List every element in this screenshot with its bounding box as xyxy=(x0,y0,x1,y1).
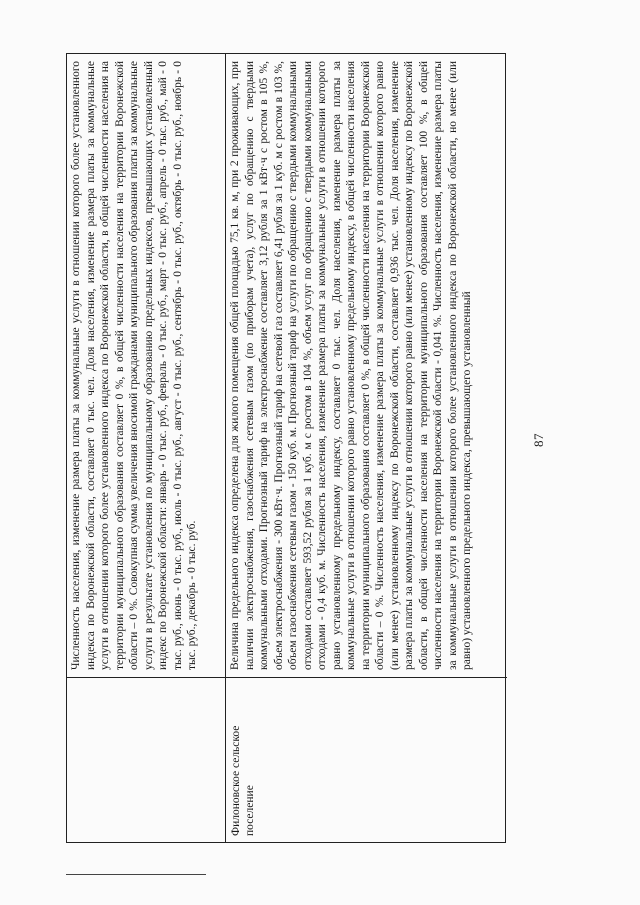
table-row xyxy=(67,54,226,842)
description-text: Величина предельного индекса определена для жилого помещения общей площадью 75,1 кв. м, при 2 проживающих, при наличии электроснабжения, газоснабжения сетевым газом (по приборам учета), услуг по обращению с твердыми коммунальными отходами. Прогнозный тариф на электроснабжение составляет 3,12 рубля за 1 кВт·ч с ростом в 105 %, объем электроснабжения - 300 кВт·ч. Прогнозный тариф на сетевой газ составляет 6,41 рубля за 1 куб. м с ростом в 103 %, объем газоснабжения сетевым газом - 150 куб. м. Прогнозный тариф на услуги по обращению с твердыми коммунальными отходами составляет 593,52 рубля за 1 куб. м с ростом в 104 %, объем услуг по обращению с твердыми коммунальными отходами - 0,4 куб. м. Численность населения, изменение размера платы за коммунальные услуги в отношении которого равно установленному предельному индексу, составляет 0 тыс. чел. Доля населения, изменение размера платы за коммунальные услуги в отношении которого равно установленному предельному индексу, в общей численности населения на территории муниципального образования составляет 0 %, в общей численности населения на территории Воронежской области – 0 %. Численность населения, изменение размера платы за коммунальные услуги в отношении которого равно (или менее) установленному индексу по Воронежской области, составляет 0,936 тыс. чел. Доля населения, изменение размера платы за коммунальные услуги в отношении которого равно (или менее) установленному индексу по Воронежской области, в общей численности населения на территории муниципального образования составляет 100 %, в общей численности населения на территории Воронежской области - 0,041 %. Численность населения, изменение размера платы за коммунальные услуги в отношении которого более установленного индекса по Воронежской области, но менее (или равно) установленного предельного индекса, превышающего установленный xyxy=(229,61,473,670)
description-cell xyxy=(226,54,507,677)
page-number: 87 xyxy=(531,433,546,447)
settlement-name: Филоновское сельское поселение xyxy=(230,725,256,836)
description-cell xyxy=(67,54,225,677)
description-text: Численность населения, изменение размера платы за коммунальные услуги в отношении которого более установленного индекса по Воронежской области, составляет 0 тыс. чел. Доля населения, изменение размера платы за коммунальные услуги в отношении которого более установленного индекса по Воронежской области, в общей численности населения на территории муниципального образования составляет 0 %, в общей численности населения на территории Воронежской области – 0 %. Совокупная сумма увеличения вносимой гражданами муниципального образования платы за коммунальные услуги в результате установления по муниципальному образованию предельных индексов, превышающих установленный индекс по Воронежской области: январь - 0 тыс. руб., февраль - 0 тыс. руб., март - 0 тыс. руб., апрель - 0 тыс. руб., май - 0 тыс. руб., июнь - 0 тыс. руб., июль - 0 тыс. руб., август - 0 тыс. руб., сентябрь - 0 тыс. руб., октябрь - 0 тыс. руб., ноябрь - 0 тыс. руб., декабрь - 0 тыс. руб. xyxy=(70,61,198,670)
footer-rule xyxy=(66,874,206,875)
settlement-table xyxy=(66,53,506,843)
settlement-name-cell xyxy=(67,677,225,842)
settlement-name-cell xyxy=(226,677,507,842)
table-row xyxy=(226,54,507,842)
